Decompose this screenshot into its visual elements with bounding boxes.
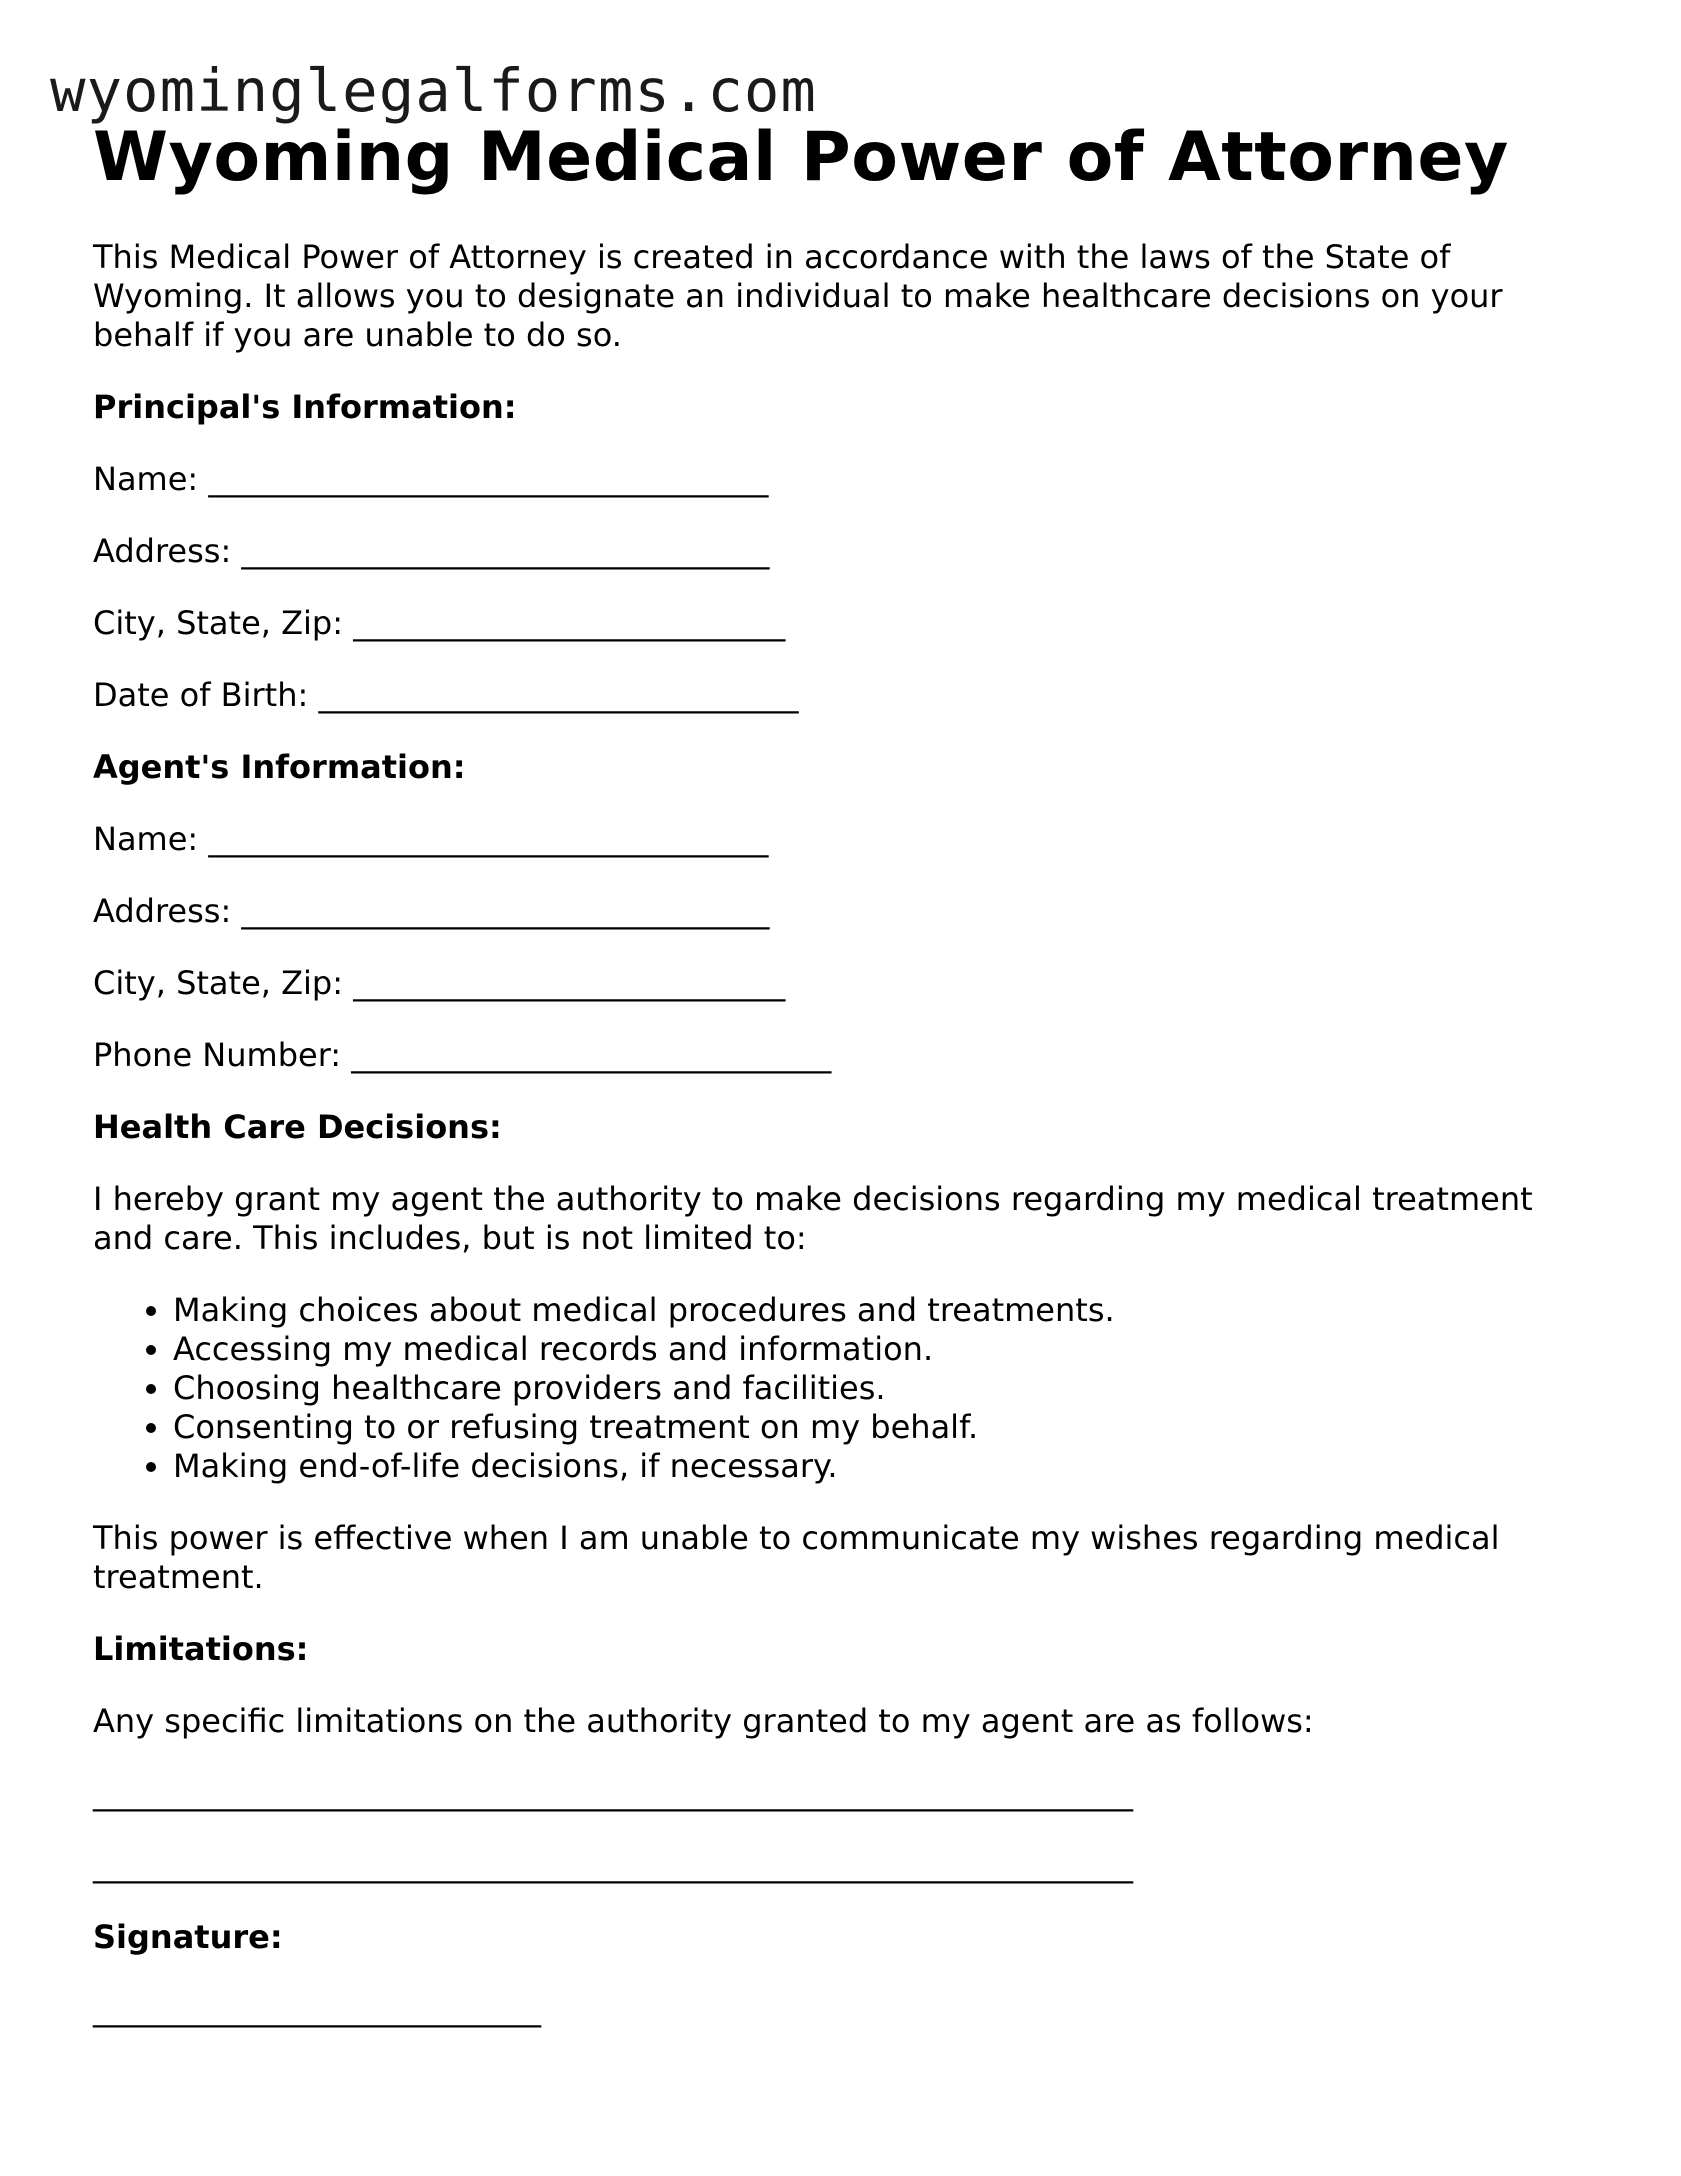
limitations-line-2[interactable]: _________________________________________________________________ [93,1846,1133,1884]
limitations-line-1[interactable]: _________________________________________________________________ [93,1774,1133,1812]
list-item: • Consenting to or refusing treatment on my behalf. [173,1408,1593,1447]
list-item: • Choosing healthcare providers and facilities. [173,1369,1593,1408]
form-body [93,118,1593,2029]
decisions-grant-paragraph: I hereby grant my agent the authority to make decisions regarding my medical treatment and care. This includes, but is not limited to: [93,1180,1533,1257]
effective-paragraph: This power is effective when I am unable to communicate my wishes regarding medical treatment. [93,1519,1500,1596]
intro-paragraph: This Medical Power of Attorney is created in accordance with the laws of the State of Wyoming. It allows you to designate an individual to make healthcare decisions on your behalf if you are unable to do so. [93,238,1503,354]
agent-heading: Agent's Information: [93,748,466,786]
principal-address-field[interactable]: Address: _________________________________ [93,532,770,570]
decisions-heading: Health Care Decisions: [93,1108,502,1146]
list-item: • Accessing my medical records and information. [173,1330,1593,1369]
list-item: • Making end-of-life decisions, if necessary. [173,1447,1593,1486]
list-item: • Making choices about medical procedures and treatments. [173,1291,1593,1330]
agent-city-state-zip-field[interactable]: City, State, Zip: ___________________________ [93,964,786,1002]
principal-dob-field[interactable]: Date of Birth: ______________________________ [93,676,799,714]
principal-name-field[interactable]: Name: ___________________________________ [93,460,769,498]
limitations-text: Any specific limitations on the authority granted to my agent are as follows: [93,1702,1314,1740]
agent-address-field[interactable]: Address: _________________________________ [93,892,770,930]
site-watermark: wyominglegalforms.com [50,56,817,125]
signature-line[interactable]: ____________________________ [93,1990,541,2028]
principal-city-state-zip-field[interactable]: City, State, Zip: ___________________________ [93,604,786,642]
limitations-heading: Limitations: [93,1630,309,1668]
principal-heading: Principal's Information: [93,388,517,426]
agent-name-field[interactable]: Name: ___________________________________ [93,820,769,858]
agent-phone-field[interactable]: Phone Number: ______________________________ [93,1036,832,1074]
signature-heading: Signature: [93,1918,283,1956]
page-title: Wyoming Medical Power of Attorney [93,118,1509,197]
decisions-list [93,1291,1593,1486]
